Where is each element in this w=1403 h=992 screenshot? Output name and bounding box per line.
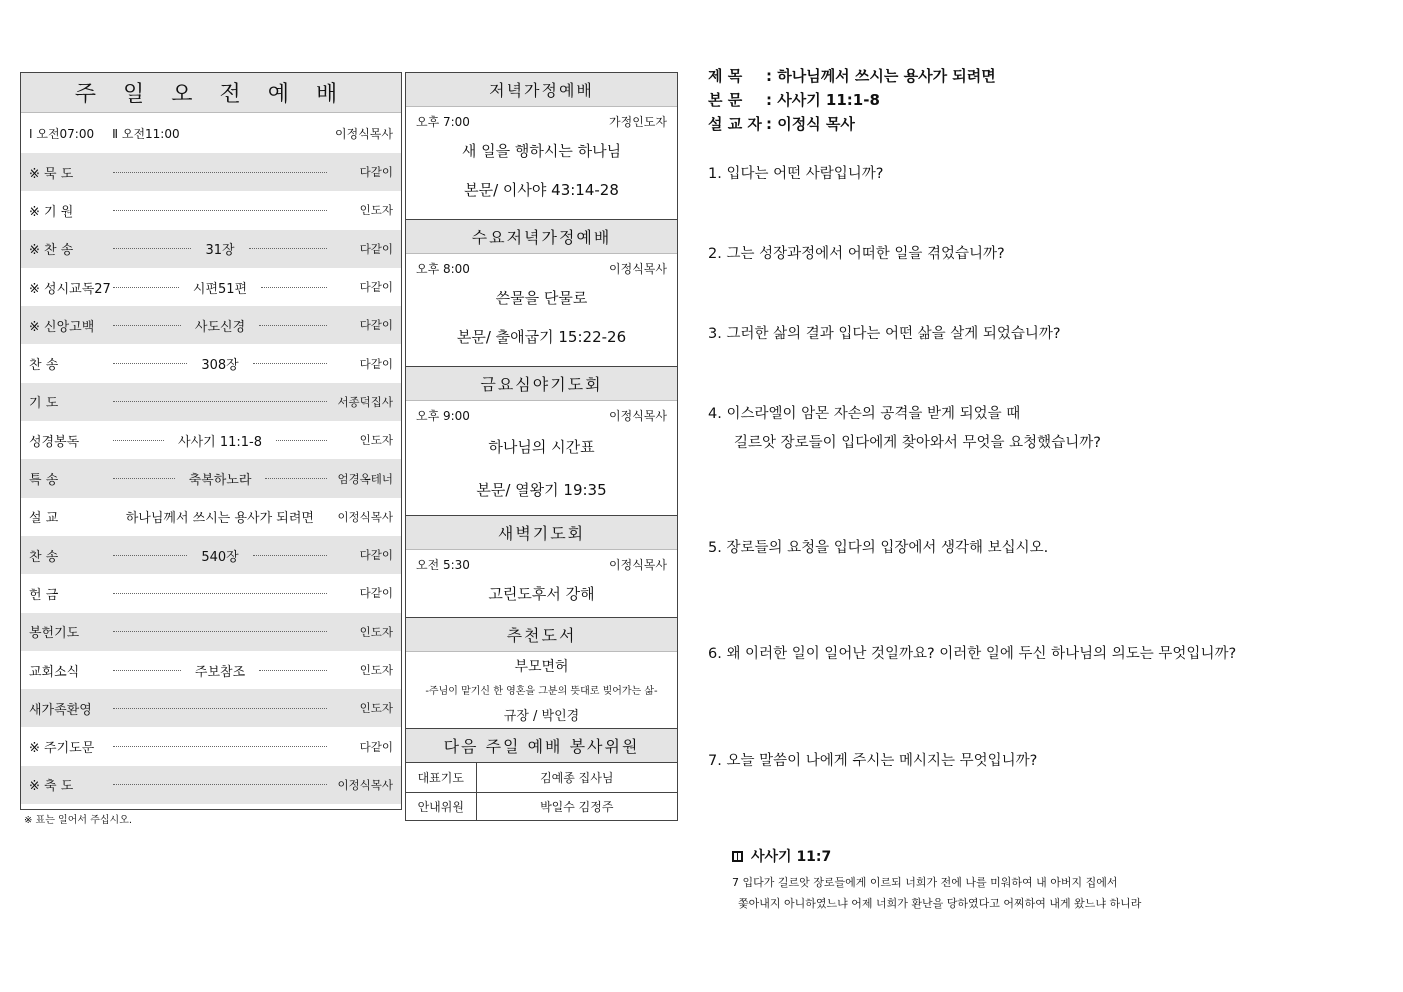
- worship-item-label: ※ 신앙고백: [29, 319, 95, 335]
- worship-item-detail: 31장: [205, 243, 235, 259]
- sermon-title-key: 제 목: [708, 67, 743, 85]
- worship-item-person: 인도자: [359, 433, 393, 448]
- friday-prayer-time: 오후 9:00: [416, 409, 470, 423]
- worship-order-row: [21, 498, 401, 536]
- sunday-worship-title: 주 일 오 전 예 배: [21, 73, 401, 113]
- worship-item-person: 엄경옥테너: [337, 471, 394, 486]
- worship-item-person: 다같이: [359, 356, 393, 371]
- worship-order-row: [21, 153, 401, 191]
- second-service-time: Ⅱ 오전11:00: [112, 126, 180, 141]
- book-name: 부모면허: [514, 659, 569, 675]
- question-item: [708, 536, 1048, 557]
- service-leader: 이정식목사: [335, 126, 393, 141]
- worship-item-detail: 308장: [201, 358, 239, 374]
- question-text: 3. 그러한 삶의 결과 입다는 어떤 삶을 살게 되었습니까?: [708, 326, 1061, 342]
- server-name: 박일수 김정주: [540, 800, 614, 815]
- recommended-book-title: 추천도서: [406, 618, 677, 652]
- worship-item-person: 인도자: [359, 663, 394, 677]
- sermon-text: : 사사기 11:1-8: [766, 91, 880, 109]
- servers-table: [406, 763, 677, 821]
- worship-item-label: 교회소식: [29, 664, 80, 680]
- friday-prayer-scripture: 본문/ 열왕기 19:35: [476, 481, 607, 499]
- sermon-info: [708, 64, 996, 136]
- dotted-leader: [113, 401, 327, 402]
- sunday-service-times: [21, 113, 401, 153]
- question-text: 1. 입다는 어떤 사람입니까?: [708, 166, 884, 182]
- recommended-book: [406, 618, 677, 729]
- dotted-leader: [261, 287, 327, 288]
- sunday-worship-panel: [20, 72, 402, 810]
- worship-order-row: [21, 344, 401, 382]
- question-item: [708, 749, 1037, 770]
- dotted-leader: [113, 325, 181, 326]
- book-icon: [732, 851, 743, 862]
- question-item: [708, 642, 1236, 663]
- dotted-leader: [113, 708, 327, 709]
- worship-item-label: 새가족환영: [29, 702, 92, 718]
- dotted-leader: [265, 478, 327, 479]
- dawn-prayer-time: 오전 5:30: [416, 558, 470, 572]
- worship-item-detail: 시편51편: [192, 281, 248, 297]
- worship-item-detail: 540장: [201, 549, 239, 565]
- question-item: [708, 322, 1061, 343]
- worship-order-row: [21, 306, 401, 344]
- question-subtext: 길르앗 장로들이 입다에게 찾아와서 무엇을 요청했습니까?: [734, 435, 1101, 451]
- worship-item-person: 다같이: [359, 318, 394, 333]
- dotted-leader: [113, 363, 187, 364]
- dawn-prayer-leader: 이정식목사: [609, 558, 667, 572]
- question-item: [708, 242, 1005, 263]
- worship-item-label: 설 교: [29, 511, 59, 527]
- dotted-leader: [113, 746, 327, 747]
- worship-item-detail: 사사기 11:1-8: [178, 434, 262, 450]
- wednesday-worship-title: 수요저녁가정예배: [406, 220, 677, 254]
- worship-item-person: 인도자: [359, 203, 393, 218]
- friday-prayer-title: 금요심야기도회: [406, 367, 677, 401]
- worship-item-person: 다같이: [359, 165, 393, 180]
- dotted-leader: [249, 248, 327, 249]
- dotted-leader: [259, 325, 327, 326]
- sermon-title: : 하나님께서 쓰시는 용사가 되려면: [766, 67, 996, 85]
- preacher: : 이정식 목사: [766, 115, 855, 133]
- worship-item-person: 다같이: [359, 548, 393, 563]
- question-text: 7. 오늘 말씀이 나에게 주시는 메시지는 무엇입니까?: [708, 753, 1038, 769]
- worship-item-label: 헌 금: [29, 587, 59, 603]
- worship-item-detail: 축복하노라: [188, 473, 252, 489]
- server-role: 대표기도: [406, 763, 476, 792]
- wednesday-worship-sermon: 쓴물을 단물로: [495, 289, 588, 307]
- worship-item-label: 봉헌기도: [29, 626, 80, 642]
- server-role: 안내위원: [406, 792, 476, 821]
- evening-worship-time: 오후 7:00: [416, 115, 470, 129]
- verse-reference: 사사기 11:7: [751, 849, 832, 865]
- wednesday-worship-leader: 이정식목사: [609, 262, 667, 276]
- worship-item-label: ※ 축 도: [29, 779, 74, 795]
- dotted-leader: [113, 248, 191, 249]
- dotted-leader: [113, 670, 181, 671]
- worship-item-label: ※ 성시교독27: [29, 281, 111, 297]
- worship-item-person: 서종덕집사: [337, 394, 393, 409]
- friday-prayer-sermon: 하나님의 시간표: [488, 438, 595, 456]
- preacher-key: 설 교 자: [708, 115, 762, 133]
- dotted-leader: [253, 555, 327, 556]
- dotted-leader: [113, 784, 327, 785]
- worship-order-row: [21, 268, 401, 306]
- worship-order-row: [21, 230, 401, 268]
- first-service-time: Ⅰ 오전07:00: [29, 126, 95, 141]
- dawn-prayer-sermon: 고린도후서 강해: [488, 585, 595, 603]
- worship-order-row: [21, 727, 401, 765]
- worship-item-detail: 사도신경: [194, 319, 246, 335]
- wednesday-worship-time: 오후 8:00: [416, 262, 470, 276]
- question-text: 5. 장로들의 요청을 입다의 입장에서 생각해 보십시오.: [708, 540, 1049, 556]
- dotted-leader: [259, 670, 327, 671]
- dotted-leader: [113, 440, 164, 441]
- dawn-prayer: [406, 516, 677, 618]
- worship-item-person: 인도자: [359, 701, 393, 716]
- verse-line-1: 7 입다가 길르앗 장로들에게 이르되 너희가 전에 나를 미워하여 내 아버지 집에서: [732, 876, 1118, 889]
- worship-order-row: [21, 766, 401, 804]
- worship-item-detail: 주보참조: [194, 664, 246, 680]
- worship-order-row: [21, 689, 401, 727]
- worship-item-person: 다같이: [359, 241, 394, 256]
- memory-verse: [732, 846, 1141, 914]
- next-week-servers: [406, 729, 677, 821]
- server-row: [406, 792, 677, 821]
- dotted-leader: [113, 593, 327, 594]
- worship-order-row: [21, 536, 401, 574]
- worship-item-person: 이정식목사: [337, 777, 393, 792]
- worship-item-person: 인도자: [359, 624, 393, 639]
- dawn-prayer-title: 새벽기도회: [406, 516, 677, 550]
- server-row: [406, 763, 677, 792]
- servers-title: 다음 주일 예배 봉사위원: [406, 729, 677, 763]
- worship-order-row: [21, 421, 401, 459]
- server-name: 김예종 집사님: [476, 763, 677, 792]
- friday-night-prayer: [406, 367, 677, 516]
- worship-item-label: 기 도: [29, 396, 59, 412]
- dotted-leader: [113, 210, 327, 211]
- wednesday-evening-worship: [406, 220, 677, 367]
- worship-item-person: 이정식목사: [337, 509, 393, 524]
- worship-item-label: ※ 주기도문: [29, 741, 95, 757]
- verse-line-2: 쫓아내지 아니하였느냐 어제 너희가 환난을 당하였다고 어찌하여 내게 왔느냐 하니라: [738, 897, 1142, 910]
- evening-worship-title: 저녁가정예배: [406, 73, 677, 107]
- worship-item-detail: 하나님께서 쓰시는 용사가 되려면: [125, 511, 314, 527]
- question-text: 4. 이스라엘이 암몬 자손의 공격을 받게 되었을 때: [708, 406, 1021, 422]
- sermon-text-key: 본 문: [708, 91, 743, 109]
- worship-order-row: [21, 613, 401, 651]
- dotted-leader: [113, 631, 327, 632]
- worship-order-row: [21, 574, 401, 612]
- worship-item-label: ※ 기 원: [29, 204, 74, 220]
- evening-worship-sermon: 새 일을 행하시는 하나님: [461, 142, 622, 160]
- question-item: [708, 162, 883, 183]
- worship-order-list: [21, 153, 401, 804]
- standing-note: ※ 표는 일어서 주십시오.: [24, 815, 133, 826]
- evening-worship-scripture: 본문/ 이사야 43:14-28: [464, 181, 619, 199]
- worship-order-row: [21, 651, 401, 689]
- worship-item-person: 다같이: [359, 739, 393, 754]
- question-text: 6. 왜 이러한 일이 일어난 것일까요? 이러한 일에 두신 하나님의 의도는 무엇입니까?: [708, 646, 1237, 662]
- question-item: [708, 402, 1101, 452]
- dotted-leader: [113, 555, 187, 556]
- worship-order-row: [21, 191, 401, 229]
- dotted-leader: [113, 478, 175, 479]
- worship-item-label: ※ 묵 도: [29, 166, 74, 182]
- worship-item-label: 특 송: [29, 473, 59, 489]
- book-author: 규장 / 박인경: [503, 709, 580, 724]
- question-text: 2. 그는 성장과정에서 어떠한 일을 겪었습니까?: [708, 246, 1005, 262]
- worship-order-row: [21, 459, 401, 497]
- worship-item-label: 찬 송: [29, 549, 59, 565]
- worship-item-label: 찬 송: [29, 358, 59, 374]
- friday-prayer-leader: 이정식목사: [609, 409, 667, 423]
- wednesday-worship-scripture: 본문/ 출애굽기 15:22-26: [456, 328, 627, 346]
- worship-item-label: ※ 찬 송: [29, 243, 74, 259]
- dotted-leader: [113, 287, 179, 288]
- dotted-leader: [253, 363, 327, 364]
- worship-item-person: 다같이: [359, 586, 393, 601]
- book-subtitle: -주님이 맡기신 한 영혼을 그분의 뜻대로 빚어가는 삶-: [425, 686, 658, 697]
- dotted-leader: [113, 172, 327, 173]
- worship-item-person: 다같이: [359, 280, 393, 295]
- evening-worship-leader: 가정인도자: [609, 115, 667, 129]
- worship-item-label: 성경봉독: [29, 434, 80, 450]
- dotted-leader: [276, 440, 327, 441]
- evening-family-worship: [406, 73, 677, 220]
- worship-order-row: [21, 383, 401, 421]
- weekly-services-panel: [405, 72, 678, 821]
